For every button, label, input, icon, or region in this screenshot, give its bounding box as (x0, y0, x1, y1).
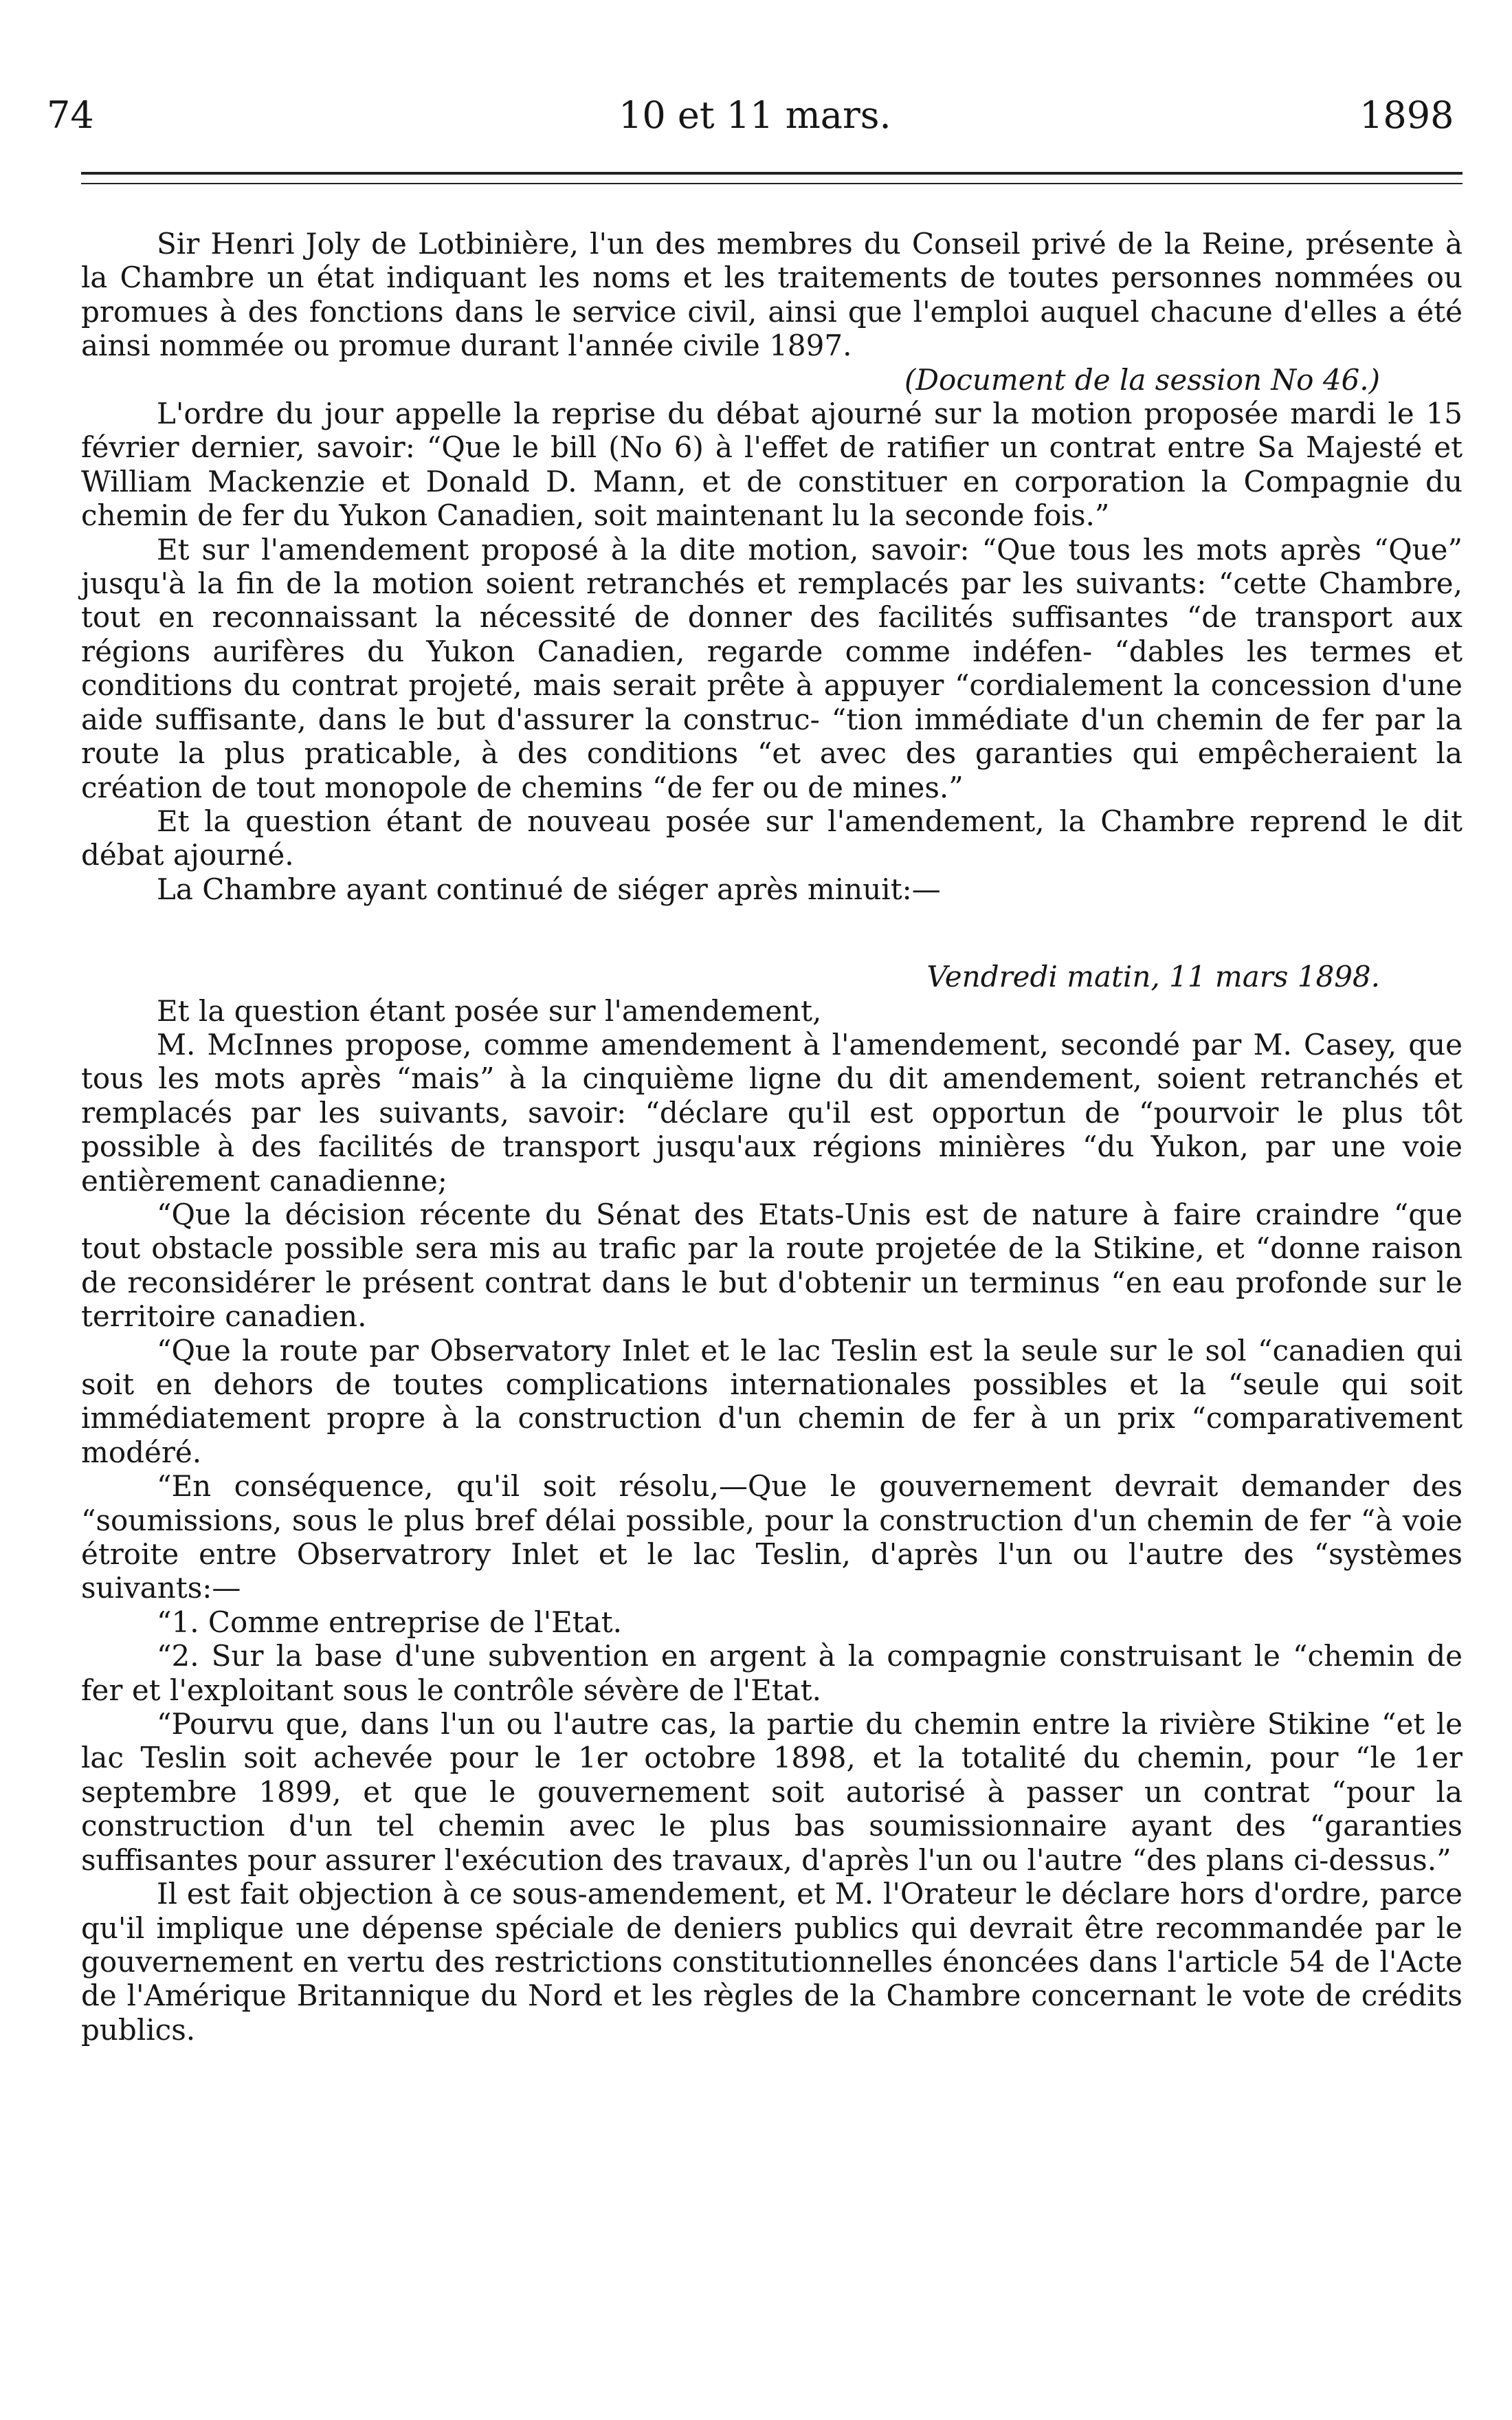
paragraph-amendment: Et sur l'amendement proposé à la dite motion, savoir: “Que tous les mots après “Que” jusqu'à la fin de la motion soient retranchés et remplacés par les suivants: “cette Chambre, tout en reconnaissant la nécessité de donner des facilités suffisantes “de transport aux régions aurifères du Yukon Canadien, regarde comme indéfen- “dables les termes et conditions du contrat projeté, mais serait prête à appuyer “cordialement la concession d'une aide suffisante, dans le but d'assurer la construc- “tion immédiate d'un chemin de fer par la route la plus praticable, à des conditions “et avec des garanties qui empêcheraient la création de tout monopole de chemins “de fer ou de mines.” (81, 532, 1463, 804)
header-rule-thick (81, 172, 1463, 175)
header-rule-thin (81, 183, 1463, 184)
header-year: 1898 (1359, 94, 1454, 137)
paragraph-system-one: “1. Comme entreprise de l'Etat. (157, 1605, 622, 1639)
page-body (81, 227, 1463, 2047)
paragraph-senate-decision: “Que la décision récente du Sénat des Etats-Unis est de nature à faire craindre “que tout obstacle possible sera mis au trafic par la route projetée de la Stikine, et “donne raison de reconsidérer le présent contrat dans le but d'obtenir un terminus “en eau profonde sur le territoire canadien. (81, 1197, 1463, 1334)
document-reference: (Document de la session No 46.) (904, 362, 1380, 397)
section-gap (81, 906, 1463, 960)
paragraph-question-put: Et la question étant de nouveau posée sur l'amendement, la Chambre reprend le dit débat ajourné. (81, 804, 1463, 872)
header-date: 10 et 11 mars. (619, 94, 891, 137)
paragraph-after-midnight: La Chambre ayant continué de siéger après minuit:— (157, 872, 941, 906)
paragraph-subamendment: M. McInnes propose, comme amendement à l'amendement, secondé par M. Casey, que tous les mots après “mais” à la cinquième ligne du dit amendement, soient retranchés et remplacés par les suivants, savoir: “déclare qu'il est opportun de “pourvoir le plus tôt possible à des facilités de transport jusqu'aux régions minières “du Yukon, par une voie entièrement canadienne; (81, 1027, 1463, 1198)
paragraph-question-posed: Et la question étant posée sur l'amendement, (157, 993, 822, 1028)
paragraph-system-two: “2. Sur la base d'une subvention en argent à la compagnie construisant le “chemin de fer et l'exploitant sous le contrôle sévère de l'Etat. (81, 1639, 1463, 1707)
paragraph-resolution: “En conséquence, qu'il soit résolu,—Que le gouvernement devrait demander des “soumissions, sous le plus bref délai possible, pour la construction d'un chemin de fer “à voie étroite entre Observatrory Inlet et le lac Teslin, d'après l'un ou l'autre des “systèmes suivants:— (81, 1469, 1463, 1605)
page-number: 74 (47, 94, 94, 137)
paragraph-order-of-day: L'ordre du jour appelle la reprise du débat ajourné sur la motion proposée mardi le 15 février dernier, savoir: “Que le bill (No 6) à l'effet de ratifier un contrat entre Sa Majesté et William Mackenzie et Donald D. Mann, et de constituer en corporation la Compagnie du chemin de fer du Yukon Canadien, soit maintenant lu la seconde fois.” (81, 397, 1463, 533)
paragraph-tabling-document: Sir Henri Joly de Lotbinière, l'un des membres du Conseil privé de la Reine, présente à la Chambre un état indiquant les noms et les traitements de toutes personnes nommées ou promues à des fonctions dans le service civil, ainsi que l'emploi auquel chacune d'elles a été ainsi nommée ou promue durant l'année civile 1897. (81, 227, 1463, 363)
paragraph-observatory-route: “Que la route par Observatory Inlet et le lac Teslin est la seule sur le sol “canadien qui soit en dehors de toutes complications internationales possibles et la “seule qui soit immédiatement propre à la construction d'un chemin de fer à un prix “comparativement modéré. (81, 1333, 1463, 1469)
paragraph-proviso: “Pourvu que, dans l'un ou l'autre cas, la partie du chemin entre la rivière Stikine “et le lac Teslin soit achevée pour le 1er octobre 1898, et la totalité du chemin, pour “le 1er septembre 1899, et que le gouvernement soit autorisé à passer un contrat “pour la construction d'un tel chemin avec le plus bas soumissionnaire ayant des “garanties suffisantes pour assurer l'exécution des travaux, d'après l'un ou l'autre “des plans ci-dessus.” (81, 1707, 1463, 1877)
dateline: Vendredi matin, 11 mars 1898. (926, 960, 1380, 994)
paragraph-objection: Il est fait objection à ce sous-amendement, et M. l'Orateur le déclare hors d'ordre, parce qu'il implique une dépense spéciale de deniers publics qui devrait être recommandée par le gouvernement en vertu des restrictions constitutionnelles énoncées dans l'article 54 de l'Acte de l'Amérique Britannique du Nord et les règles de la Chambre concernant le vote de crédits publics. (81, 1877, 1463, 2047)
